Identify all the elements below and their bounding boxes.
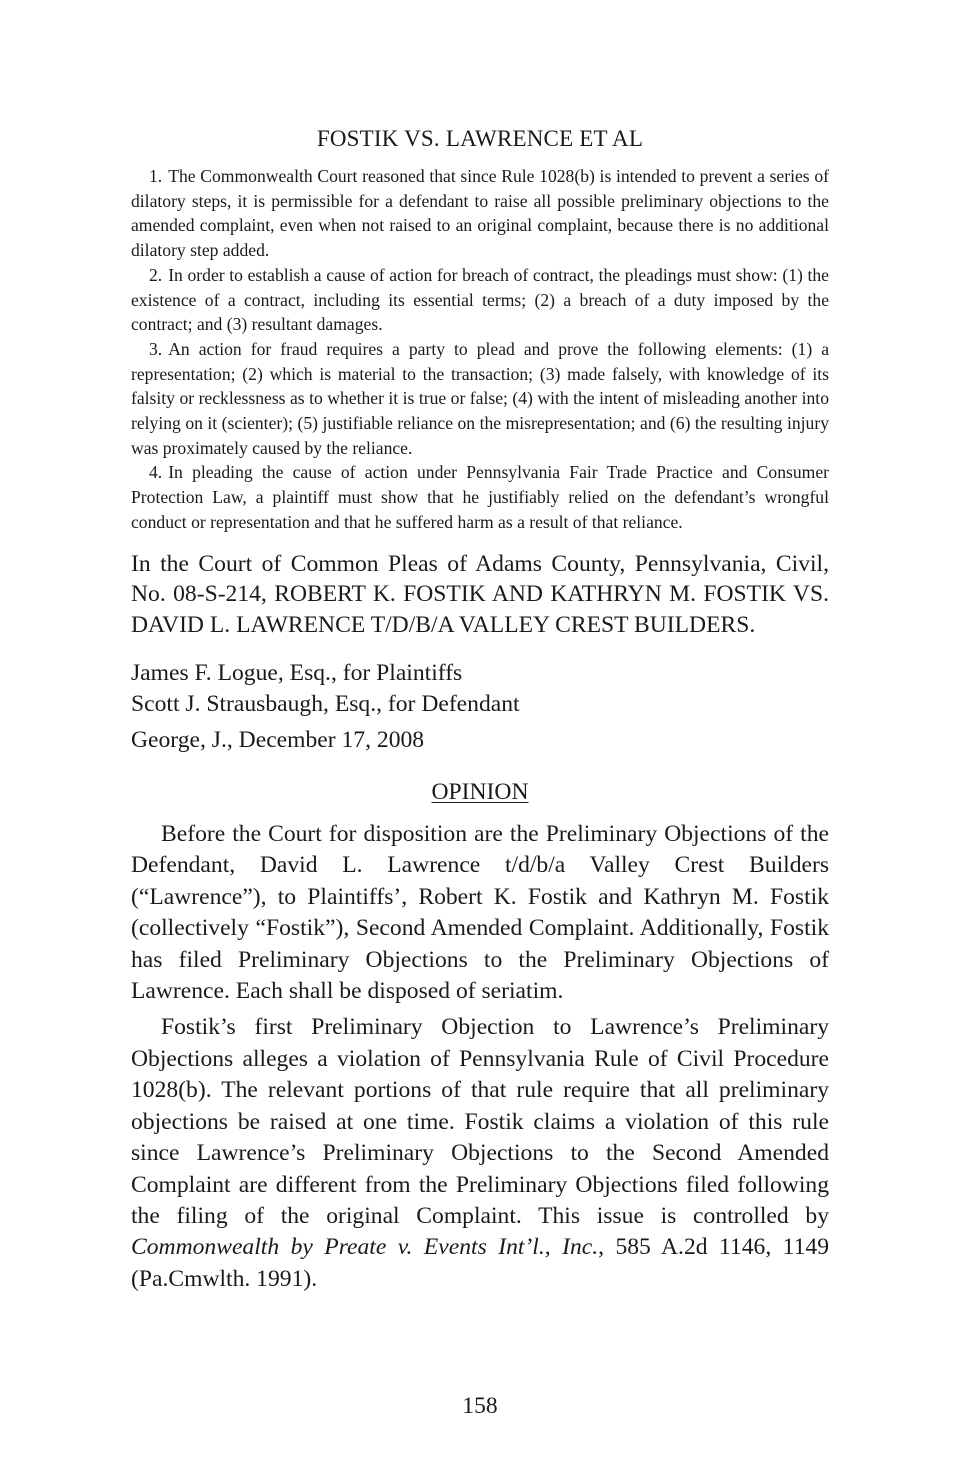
paragraph-1: Before the Court for disposition are the Preliminary Objections of the Defendant, David L. Lawrence t/d/b/a Valley Crest Builders (“Lawrence”), to Plaintiffs’, Robert K. Fostik and Kathryn M. Fostik (collectively “Fostik”), Second Amended Complaint. Additionally, Fostik has filed Preliminary Objections to the Preliminary Objections of Lawrence. Each shall be disposed of seriatim.: [131, 821, 829, 1005]
opinion-heading: [131, 777, 829, 807]
headnote-number: 2.: [149, 264, 163, 285]
defendant-counsel: Scott J. Strausbaugh, Esq., for Defendant: [131, 691, 520, 718]
case-caption: In the Court of Common Pleas of Adams County, Pennsylvania, Civil, No. 08-S-214, ROBERT K. FOSTIK AND KATHRYN M. FOSTIK VS. DAVID L. LAWRENCE T/D/B/A VALLEY CREST BUILDERS.: [131, 550, 829, 638]
judge-date-line: George, J., December 17, 2008: [131, 727, 425, 754]
opinion-body: [131, 819, 829, 1295]
headnotes: [131, 164, 829, 535]
paragraph-2: [131, 1012, 829, 1295]
page-number: 158: [462, 1393, 498, 1419]
headnote-4: [131, 460, 829, 534]
headnote-number: 1.: [149, 166, 163, 186]
headnote-text: In pleading the cause of action under Pennsylvania Fair Trade Practice and Consumer Protection Law, a plaintiff must show that he justifiably relied on the defendant’s wrongful conduct or representation and that he suffered harm as a result of that reliance.: [131, 462, 829, 532]
paragraph-2-text: Fostik’s first Preliminary Objection to Lawrence’s Preliminary Objections alleges a violation of Pennsylvania Rule of Civil Procedure 1028(b). The relevant portions of that rule require that all preliminary objections be raised at one time. Fostik claims a violation of this rule since Lawrence’s Preliminary Objections to the Second Amended Complaint are different from the Preliminary Objections filed following the filing of the original Complaint. This issue is controlled by: [131, 1014, 829, 1229]
headnote-text: In order to establish a cause of action for breach of contract, the pleadings must show: (1) the existence of a contract, including its essential terms; (2) a breach of a duty imposed by the contract; and (3) resultant damages.: [131, 264, 829, 335]
headnote-2: [131, 263, 829, 337]
headnote-1: [131, 164, 829, 263]
headnote-text: An action for fraud requires a party to plead and prove the following elements: (1) a representation; (2) which is material to the transaction; (3) made falsely, with knowledge of its falsity or recklessness as to whether it is true or false; (4) with the intent of misleading another into relying on it (scienter); (5) justifiable reliance on the misrepresentation; and (6) the resulting injury was proximately caused by the reliance.: [131, 338, 829, 458]
headnote-3: [131, 337, 829, 461]
plaintiffs-counsel: James F. Logue, Esq., for Plaintiffs: [131, 660, 463, 687]
headnote-text: The Commonwealth Court reasoned that since Rule 1028(b) is intended to prevent a series of dilatory steps, it is permissible for a defendant to raise all possible preliminary objections to the amended complaint, even when not raised to an original complaint, because there is no additional dilatory step added.: [131, 166, 829, 261]
headnote-number: 4.: [149, 462, 163, 483]
counsel-list: [131, 658, 829, 720]
paragraph-2-citation: , 585 A.2d 1146, 1149 (Pa.Cmwlth. 1991).: [131, 1234, 829, 1292]
case-citation-name: Commonwealth by Preate v. Events Int’l., Inc.: [131, 1234, 599, 1261]
running-head: FOSTIK VS. LAWRENCE ET AL: [316, 126, 644, 151]
opinion-title: OPINION: [431, 779, 529, 806]
headnote-number: 3.: [149, 338, 163, 359]
page-content: [131, 124, 829, 1300]
